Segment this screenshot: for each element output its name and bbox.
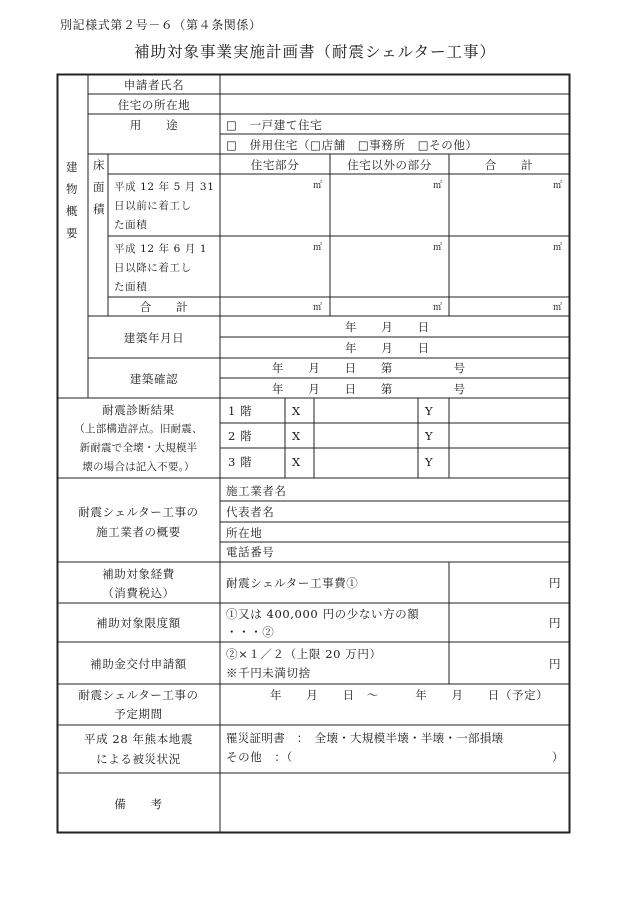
remarks-label: 備 考	[114, 797, 163, 811]
applicant-name-label: 申請者氏名	[123, 78, 185, 92]
cost-desc: 耐震シェルター工事費①	[226, 576, 359, 590]
row-before-line2: 日以前に着工し	[114, 200, 192, 212]
period-value[interactable]: 年 月 日 ～ 年 月 日（予定）	[270, 688, 549, 702]
floor-2-x: X	[292, 429, 301, 443]
unit-total-house: ㎡	[313, 303, 323, 313]
built-date-2[interactable]: 年 月 日	[345, 341, 430, 355]
limit-unit: 円	[549, 616, 562, 630]
contractor-company-field[interactable]: 施工業者名	[226, 484, 287, 498]
floor-area-label-1: 床	[93, 158, 106, 172]
damage-other[interactable]: その他 ：（	[226, 750, 293, 764]
confirmation-2[interactable]: 年 月 日 第 号	[272, 382, 466, 396]
confirmation-label: 建築確認	[129, 372, 179, 386]
unit-r2-house: ㎡	[313, 243, 323, 253]
row-total-label: 合 計	[139, 300, 189, 314]
row-before-line3: た面積	[114, 219, 148, 231]
unit-total-other: ㎡	[433, 303, 443, 313]
row-after-line2: 日以降に着工し	[114, 262, 192, 274]
damage-cert[interactable]: 罹災証明書 ： 全壊・大規模半壊・半壊・一部損壊	[226, 731, 504, 745]
building-section-label-2: 物	[66, 182, 79, 196]
remarks-field[interactable]	[221, 774, 568, 831]
contractor-label-1: 耐震シェルター工事の	[78, 505, 199, 519]
row-before-line1: 平成 12 年 5 月 31	[114, 181, 215, 193]
col-total-header: 合 計	[484, 158, 534, 172]
contractor-rep-field[interactable]: 代表者名	[226, 505, 275, 519]
unit-r2-total: ㎡	[553, 243, 563, 253]
confirmation-1[interactable]: 年 月 日 第 号	[272, 361, 466, 375]
damage-label-1: 平成 28 年熊本地震	[83, 732, 194, 746]
usage-label: 用 途	[129, 118, 179, 132]
usage-option-detached[interactable]: □ 一戸建て住宅	[226, 118, 323, 132]
grant-label: 補助金交付申請額	[90, 657, 187, 671]
floor-2-y: Y	[425, 429, 434, 443]
form-number: 別記様式第２号－６（第４条関係）	[60, 18, 262, 32]
address-label: 住宅の所在地	[117, 98, 191, 112]
period-label-1: 耐震シェルター工事の	[78, 688, 199, 702]
floor-1-label: 1 階	[228, 404, 253, 418]
grant-unit: 円	[549, 657, 562, 671]
building-section-label-3: 概	[66, 204, 79, 218]
unit-r1-house: ㎡	[313, 181, 323, 191]
col-house-header: 住宅部分	[250, 158, 300, 172]
floor-3-x: X	[292, 455, 301, 469]
form-title: 補助対象事業実施計画書（耐震シェルター工事）	[133, 43, 497, 61]
limit-desc-2: ・・・②	[226, 625, 275, 639]
floor-3-label: 3 階	[228, 455, 253, 469]
floor-area-label-3: 積	[93, 202, 106, 216]
building-section-label-4: 要	[66, 226, 79, 240]
built-date-1[interactable]: 年 月 日	[345, 320, 430, 334]
unit-total-total: ㎡	[553, 303, 563, 313]
period-label-2: 予定期間	[114, 707, 163, 721]
floor-3-y: Y	[425, 455, 434, 469]
floor-1-x: X	[292, 404, 301, 418]
damage-label-2: による被災状況	[96, 752, 181, 766]
built-date-label: 建築年月日	[123, 331, 185, 345]
row-after-line3: た面積	[114, 281, 148, 293]
floor-area-label-2: 面	[93, 180, 106, 194]
unit-r2-other: ㎡	[433, 243, 443, 253]
cost-label-2: （消費税込）	[102, 586, 175, 600]
diagnosis-label-3: 新耐震で全壊・大規模半	[79, 442, 198, 454]
contractor-phone-field[interactable]: 電話番号	[226, 545, 275, 559]
unit-r1-other: ㎡	[433, 181, 443, 191]
floor-1-y: Y	[425, 404, 434, 418]
floor-2-label: 2 階	[228, 429, 253, 443]
cost-unit: 円	[549, 576, 562, 590]
row-after-line1: 平成 12 年 6 月 1	[114, 243, 208, 255]
limit-desc-1: ①又は 400,000 円の少ない方の額	[226, 607, 420, 621]
diagnosis-label-1: 耐震診断結果	[102, 403, 175, 417]
grant-desc-1: ②×１／２（上限 20 万円）	[226, 647, 382, 661]
contractor-address-field[interactable]: 所在地	[226, 526, 263, 540]
unit-r1-total: ㎡	[553, 181, 563, 191]
contractor-label-2: 施工業者の概要	[96, 525, 181, 539]
grant-desc-2: ※千円未満切捨	[226, 666, 311, 680]
damage-other-close: ）	[552, 750, 565, 764]
cost-label-1: 補助対象経費	[102, 567, 175, 581]
building-section-label-1: 建	[66, 160, 79, 174]
col-other-header: 住宅以外の部分	[347, 158, 432, 172]
diagnosis-label-2: （上部構造評点。旧耐震、	[74, 423, 203, 435]
limit-label: 補助対象限度額	[96, 616, 181, 630]
usage-option-mixed[interactable]: □ 併用住宅（□店舗 □事務所 □その他）	[226, 138, 478, 152]
diagnosis-label-4: 壊の場合は記入不要。）	[82, 461, 195, 473]
